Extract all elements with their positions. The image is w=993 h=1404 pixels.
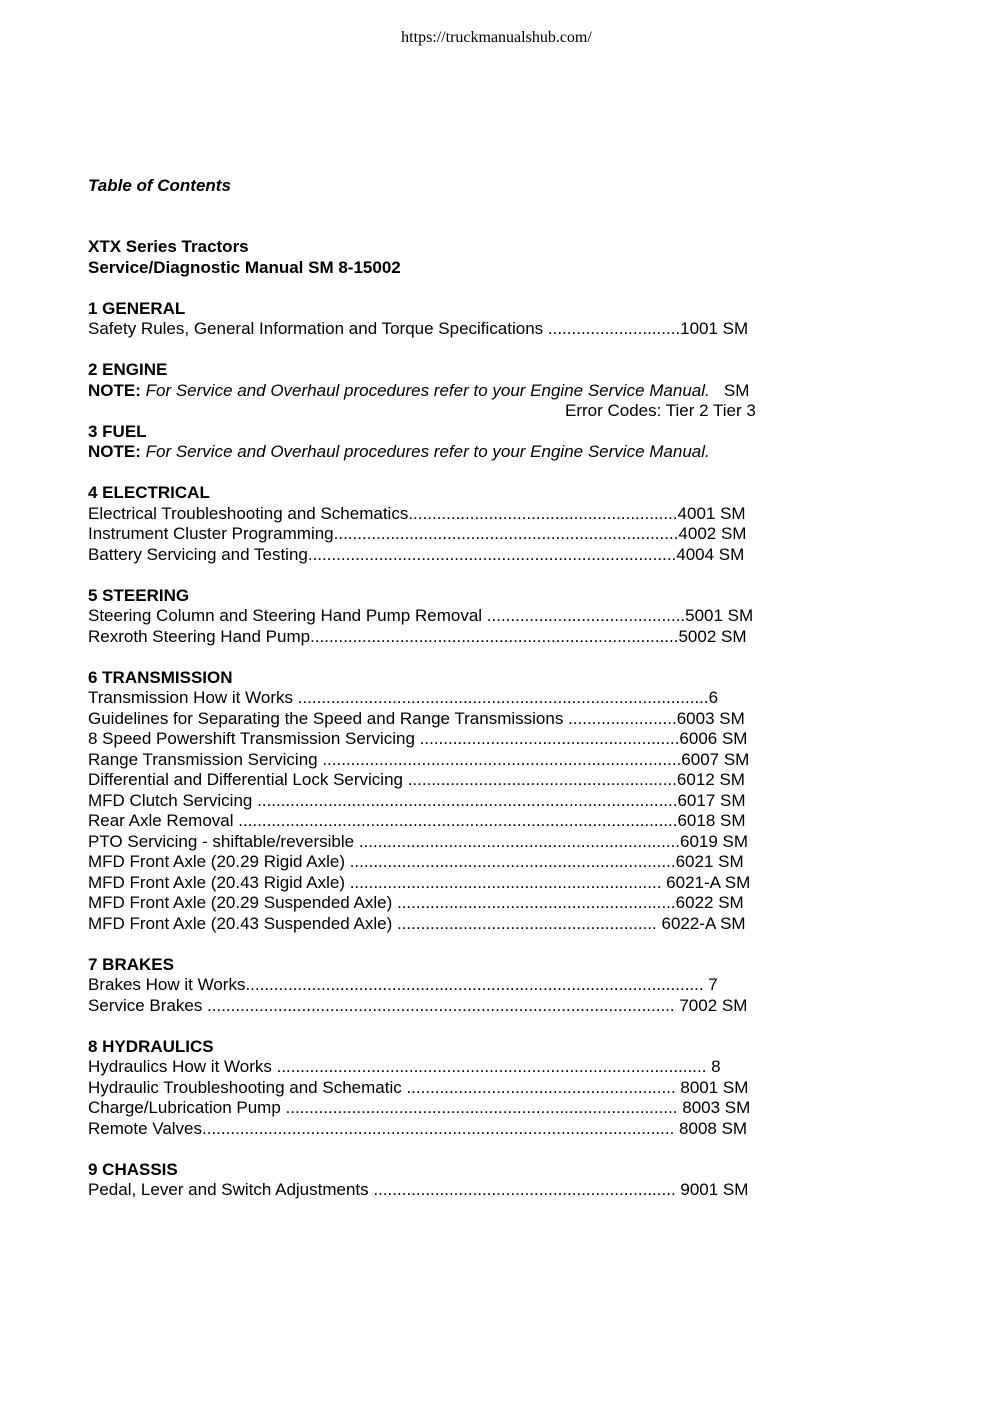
toc-entry[interactable]: Remote Valves.................................................................................................... 8008 SM [88,1118,748,1138]
toc-title-block [88,176,808,197]
toc-entry[interactable]: MFD Front Axle (20.29 Rigid Axle) .....................................................................6021 SM [88,852,744,871]
toc-entry[interactable]: Pedal, Lever and Switch Adjustments ................................................................ 9001 SM [88,1180,749,1199]
toc-entry[interactable]: Hydraulics How it Works ........................................................................................... 8 [88,1057,721,1076]
section-heading-electrical: 4 ELECTRICAL [88,483,210,502]
manual-title: Service/Diagnostic Manual SM 8-15002 [88,257,401,277]
toc-entry[interactable]: Steering Column and Steering Hand Pump Removal ..........................................5001 SM [88,606,754,625]
section-heading-transmission: 6 TRANSMISSION [88,667,233,687]
toc-entry[interactable]: MFD Clutch Servicing .........................................................................................6017 SM [88,790,746,810]
section-heading-general: 1 GENERAL [88,298,186,318]
toc-entry[interactable]: Transmission How it Works .......................................................................................6 [88,688,719,707]
toc-entry[interactable]: MFD Front Axle (20.43 Rigid Axle) .................................................................. 6021-A SM [88,872,751,892]
toc-entry[interactable]: MFD Front Axle (20.29 Suspended Axle) ...........................................................6022 SM [88,893,744,912]
error-codes[interactable]: Error Codes: Tier 2 Tier 3 [565,401,756,420]
toc-entry[interactable]: Guidelines for Separating the Speed and Range Transmissions .......................6003 SM [88,708,745,728]
toc-entry[interactable]: Battery Servicing and Testing..............................................................................4004 SM [88,544,745,564]
note-label: NOTE: [88,442,141,461]
toc-entry[interactable]: Instrument Cluster Programming.........................................................................4002 SM [88,524,747,543]
section-heading-engine: 2 ENGINE [88,360,168,379]
toc-title: Table of Contents [88,176,231,195]
toc-entry[interactable]: Electrical Troubleshooting and Schematics.........................................................4001 SM [88,503,746,523]
toc-entry[interactable]: Safety Rules, General Information and Torque Specifications ............................1001 SM [88,319,749,338]
toc-entry[interactable]: Service Brakes ................................................................................................... 7002 SM [88,995,748,1015]
toc-entry[interactable]: MFD Front Axle (20.43 Suspended Axle) ....................................................... 6022-A SM [88,913,746,933]
section-heading-hydraulics: 8 HYDRAULICS [88,1036,214,1056]
note-text: For Service and Overhaul procedures refer to your Engine Service Manual. [140,442,710,461]
section-heading-steering: 5 STEERING [88,585,190,605]
note-label: NOTE: [88,380,141,400]
header-url[interactable]: https://truckmanualshub.com/ [401,29,592,46]
toc-entry[interactable]: Range Transmission Servicing ............................................................................6007 SM [88,749,750,769]
section-heading-chassis: 9 CHASSIS [88,1159,178,1179]
note-text: For Service and Overhaul procedures refer to your Engine Service Manual. [140,380,710,400]
engine-note [88,381,808,402]
manual-series: XTX Series Tractors [88,237,249,256]
toc-entry[interactable]: Charge/Lubrication Pump ................................................................................... 8003 SM [88,1098,751,1117]
note-suffix: SM [709,380,750,400]
toc-entry[interactable]: Rear Axle Removal .............................................................................................6018 SM [88,811,746,830]
section-heading-brakes: 7 BRAKES [88,954,174,974]
toc-entry[interactable]: Differential and Differential Lock Servicing .........................................................6012 SM [88,770,745,789]
section-heading-fuel: 3 FUEL [88,421,147,441]
toc-entry[interactable]: Rexroth Steering Hand Pump..............................................................................5002 SM [88,626,747,646]
toc-entry[interactable]: Hydraulic Troubleshooting and Schematic ......................................................... 8001 SM [88,1077,749,1097]
toc-entry[interactable]: PTO Servicing - shiftable/reversible ....................................................................6019 SM [88,831,749,851]
toc-entry[interactable]: Brakes How it Works................................................................................................. 7 [88,975,718,994]
toc-entry[interactable]: 8 Speed Powershift Transmission Servicing .......................................................6006 SM [88,729,748,748]
fuel-note [88,442,808,463]
table-of-contents [88,237,808,1201]
